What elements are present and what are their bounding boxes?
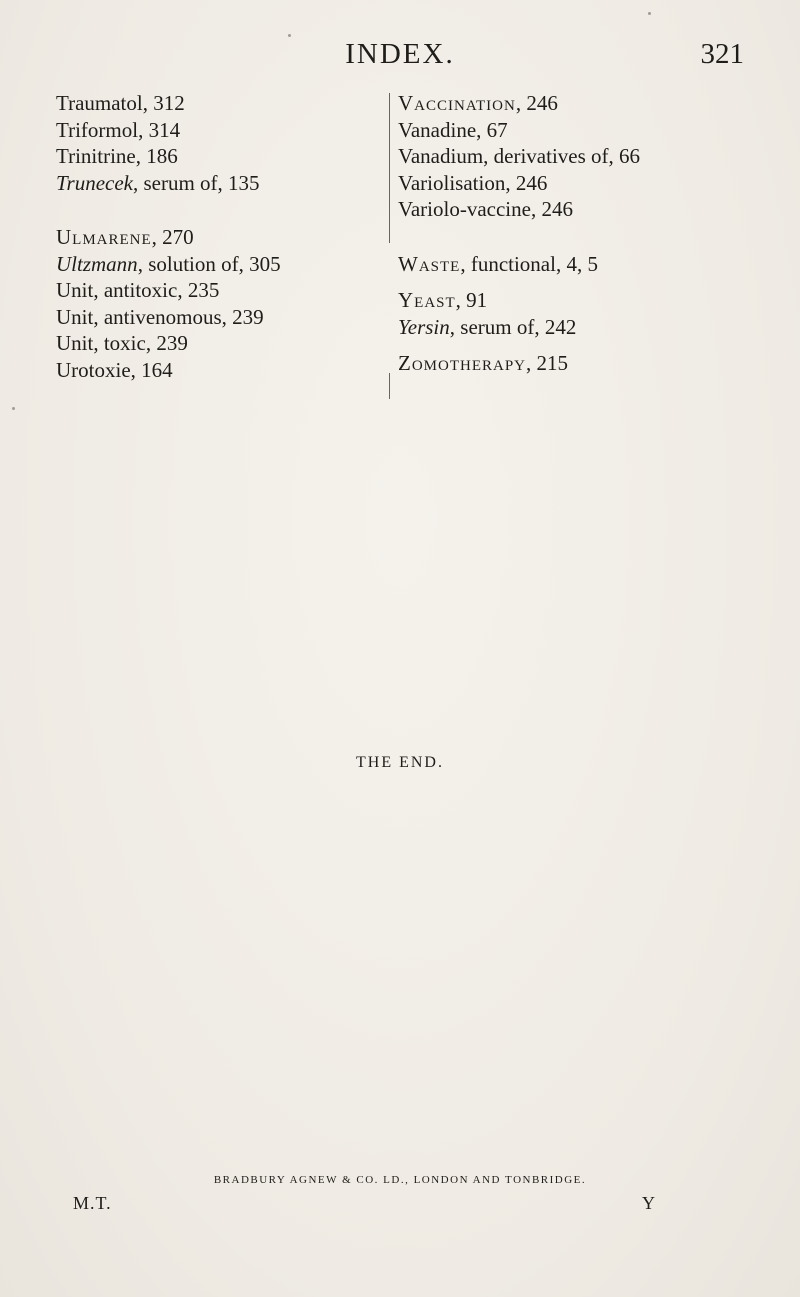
printer-imprint: BRADBURY AGNEW & CO. LD., LONDON AND TONBRIDGE. bbox=[213, 1174, 587, 1186]
signature-mark-right: Y bbox=[642, 1193, 655, 1213]
paper-speck bbox=[288, 34, 291, 37]
paper-speck bbox=[648, 12, 651, 15]
index-entry: Yersin, serum of, 242 bbox=[398, 314, 577, 339]
paper-speck bbox=[12, 407, 15, 410]
signature-mark-left: M.T. bbox=[73, 1193, 112, 1213]
index-entry: Ulmarene, 270 bbox=[56, 225, 194, 249]
index-entry: Trinitrine, 186 bbox=[56, 144, 178, 168]
page-number: 321 bbox=[700, 38, 744, 70]
index-entry: Waste, functional, 4, 5 bbox=[398, 251, 598, 276]
page-title: INDEX. bbox=[345, 38, 455, 70]
end-text: THE END. bbox=[356, 754, 444, 771]
index-column-left bbox=[56, 90, 386, 383]
index-entry: Unit, antivenomous, 239 bbox=[56, 304, 264, 329]
index-entry: Yeast, 91 bbox=[398, 288, 488, 312]
index-entry: Variolo-vaccine, 246 bbox=[398, 197, 573, 221]
index-entry: Zomotherapy, 215 bbox=[398, 351, 568, 375]
index-column-right bbox=[398, 90, 778, 377]
index-entry: Unit, antitoxic, 235 bbox=[56, 278, 220, 302]
index-entry: Ultzmann, solution of, 305 bbox=[56, 251, 281, 276]
column-divider bbox=[389, 93, 390, 243]
column-divider bbox=[389, 373, 390, 399]
index-entry: Unit, toxic, 239 bbox=[56, 331, 188, 355]
index-entry: Trunecek, serum of, 135 bbox=[56, 170, 260, 195]
index-entry: Urotoxie, 164 bbox=[56, 357, 173, 382]
index-entry: Vaccination, 246 bbox=[398, 91, 558, 115]
index-entry: Vanadium, derivatives of, 66 bbox=[398, 144, 641, 168]
index-entry: Traumatol, 312 bbox=[56, 91, 185, 115]
index-entry: Triformol, 314 bbox=[56, 117, 181, 142]
index-entry: Vanadine, 67 bbox=[398, 117, 508, 142]
index-entry: Variolisation, 246 bbox=[398, 170, 548, 195]
